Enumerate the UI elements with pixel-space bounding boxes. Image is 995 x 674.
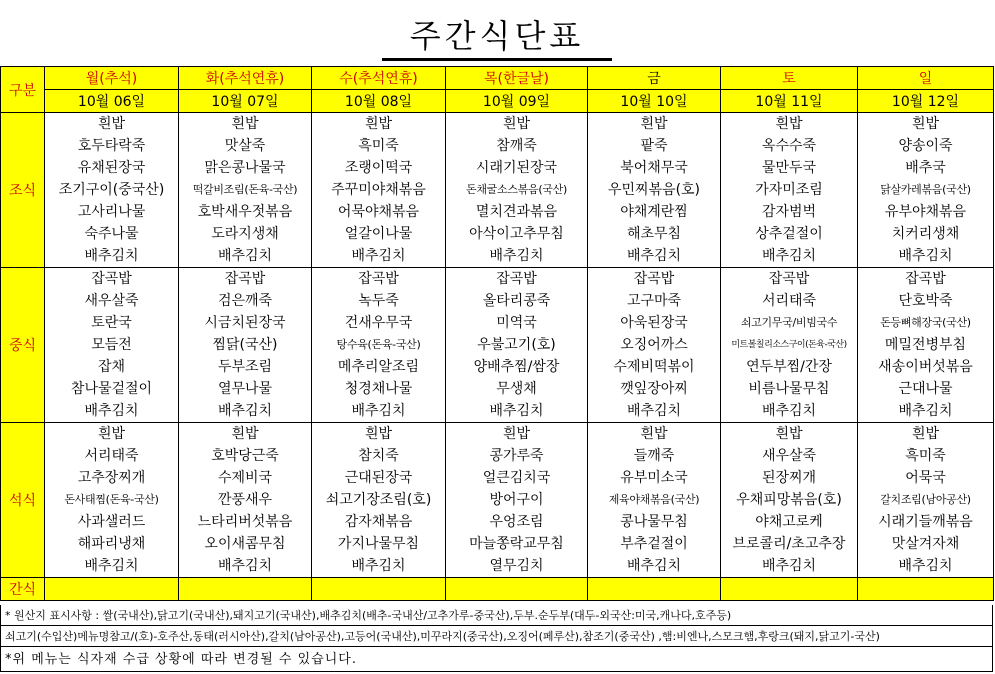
day-header-row — [1, 67, 994, 90]
day-date: 10월 09일 — [446, 90, 588, 113]
dinner-day-cell — [446, 423, 588, 578]
menu-item: 가자미조림 — [755, 182, 823, 198]
menu-item: 흑미죽 — [358, 138, 399, 154]
breakfast-day-cell — [721, 113, 858, 268]
dinner-day-cell — [45, 423, 179, 578]
breakfast-day-cell — [45, 113, 179, 268]
lunch-label: 중식 — [1, 268, 45, 423]
breakfast-day-cell — [588, 113, 721, 268]
day-date: 10월 11일 — [721, 90, 858, 113]
menu-item: 검은깨죽 — [217, 293, 273, 309]
menu-item: 쇠고기장조림(호) — [325, 492, 432, 508]
menu-item: 배추김치 — [898, 558, 953, 574]
menu-item: 맛살죽 — [224, 138, 266, 154]
title-area — [0, 0, 995, 66]
breakfast-day-cell — [179, 113, 312, 268]
menu-item: 잡곡밥 — [768, 271, 810, 287]
dinner-day-cell — [179, 423, 312, 578]
menu-item: 갈치조림(남아공산) — [880, 493, 971, 506]
origin-note-1: * 원산지 표시사항 : 쌀(국내산),닭고기(국내산),돼지고기(국내산),배추김치(배추-국내산/고추가루-중국산),두부.순두부(대두-외국산:미국,캐나다,호주등) — [0, 605, 993, 626]
menu-item: 열무김치 — [489, 558, 544, 574]
menu-item: 올타리콩죽 — [482, 293, 551, 309]
menu-item: 우채피망볶음(호) — [736, 492, 842, 508]
menu-item: 조기구이(중국산) — [58, 182, 165, 198]
menu-item: 배추김치 — [489, 248, 544, 264]
menu-item: 서리태죽 — [761, 293, 817, 309]
snack-cell — [446, 578, 588, 601]
menu-item: 잡곡밥 — [633, 271, 675, 287]
menu-item: 흰밥 — [775, 116, 803, 132]
menu-item: 시래기된장국 — [475, 160, 558, 176]
menu-item: 잡채 — [97, 359, 126, 375]
menu-item: 방어구이 — [489, 492, 544, 508]
menu-item: 들깨죽 — [633, 448, 675, 464]
lunch-day-cell — [446, 268, 588, 423]
menu-item: 쇠고기무국/비빔국수 — [740, 316, 838, 329]
day-name: 금 — [588, 67, 721, 90]
menu-item: 잡곡밥 — [905, 271, 946, 287]
menu-item: 상추겉절이 — [755, 226, 823, 242]
menu-item: 호박당근죽 — [211, 448, 279, 464]
menu-item: 고사리나물 — [77, 204, 146, 220]
menu-item: 야채고로케 — [755, 514, 823, 530]
menu-item: 콩가루죽 — [489, 448, 544, 464]
day-date: 10월 08일 — [312, 90, 446, 113]
menu-item: 얼큰김치국 — [482, 470, 551, 486]
menu-item: 치커리생채 — [891, 226, 960, 242]
menu-item: 찜닭(국산) — [212, 337, 278, 353]
snack-label: 간식 — [1, 578, 45, 601]
snack-cell — [588, 578, 721, 601]
menu-item: 흰밥 — [502, 426, 531, 442]
menu-item: 해파리냉채 — [77, 536, 146, 552]
dinner-day-cell — [588, 423, 721, 578]
menu-item: 마늘쫑락교무침 — [469, 536, 564, 552]
menu-item: 어묵국 — [905, 470, 946, 486]
dinner-day-cell — [721, 423, 858, 578]
menu-item: 무생채 — [496, 381, 537, 397]
menu-item: 맛살겨자채 — [891, 536, 960, 552]
menu-item: 된장찌개 — [761, 470, 817, 486]
menu-item: 북어채무국 — [620, 160, 688, 176]
menu-item: 근대된장국 — [344, 470, 413, 486]
menu-item: 참치죽 — [358, 448, 399, 464]
menu-item: 흰밥 — [97, 116, 126, 132]
menu-item: 고구마죽 — [626, 293, 682, 309]
day-name: 수(추석연휴) — [312, 67, 446, 90]
menu-item: 단호박죽 — [898, 293, 953, 309]
breakfast-day-cell — [446, 113, 588, 268]
menu-item: 녹두죽 — [358, 293, 399, 309]
menu-item: 감자채볶음 — [344, 514, 413, 530]
menu-item: 주꾸미야채볶음 — [331, 182, 426, 198]
menu-item: 미트볼칠리소스구이(돈육-국산) — [731, 340, 847, 350]
menu-item: 수제비떡볶이 — [613, 359, 695, 375]
lunch-day-cell — [179, 268, 312, 423]
menu-item: 흰밥 — [364, 116, 393, 132]
menu-item: 서리태죽 — [84, 448, 139, 464]
menu-item: 가지나물무침 — [337, 536, 420, 552]
menu-item: 우불고기(호) — [477, 337, 556, 353]
menu-item: 참나물겉절이 — [70, 381, 153, 397]
menu-item: 배추김치 — [217, 403, 273, 419]
page-title: 주간식단표 — [382, 16, 612, 61]
menu-item: 배추김치 — [351, 558, 406, 574]
lunch-day-cell — [45, 268, 179, 423]
menu-item: 부추겉절이 — [620, 536, 688, 552]
menu-item: 흰밥 — [911, 116, 940, 132]
menu-item: 호두타락죽 — [77, 138, 146, 154]
menu-item: 흰밥 — [640, 426, 668, 442]
menu-item: 팥죽 — [640, 138, 668, 154]
menu-item: 참깨죽 — [496, 138, 537, 154]
menu-item: 배추국 — [905, 160, 946, 176]
menu-item: 우민찌볶음(호) — [607, 182, 701, 198]
menu-item: 오징어까스 — [620, 337, 688, 353]
menu-item: 메추리알조림 — [337, 359, 420, 375]
menu-item: 메밀전병부침 — [884, 337, 967, 353]
menu-item: 미역국 — [496, 315, 537, 331]
menu-item: 물만두국 — [761, 160, 817, 176]
menu-item: 양송이죽 — [898, 138, 953, 154]
snack-cell — [45, 578, 179, 601]
lunch-day-cell — [721, 268, 858, 423]
menu-item: 배추김치 — [898, 248, 953, 264]
menu-item: 깐풍새우 — [217, 492, 273, 508]
menu-item: 청경채나물 — [344, 381, 413, 397]
dinner-day-cell — [858, 423, 994, 578]
menu-item: 배추김치 — [761, 403, 817, 419]
snack-cell — [312, 578, 446, 601]
menu-item: 새송이버섯볶음 — [878, 359, 973, 375]
menu-item: 비름나물무침 — [748, 381, 830, 397]
menu-item: 시금치된장국 — [204, 315, 286, 331]
menu-item: 호박새우젓볶음 — [197, 204, 293, 220]
menu-item: 어묵야채볶음 — [337, 204, 420, 220]
menu-item: 배추김치 — [351, 248, 406, 264]
menu-item: 감자범벅 — [761, 204, 817, 220]
snack-cell — [721, 578, 858, 601]
menu-item: 고추장찌개 — [77, 470, 146, 486]
day-name: 토 — [721, 67, 858, 90]
menu-item: 숙주나물 — [84, 226, 139, 242]
menu-item: 사과샐러드 — [77, 514, 146, 530]
change-notice: *위 메뉴는 식자재 수급 상황에 따라 변경될 수 있습니다. — [0, 647, 993, 672]
lunch-day-cell — [312, 268, 446, 423]
menu-item: 토란국 — [91, 315, 132, 331]
menu-item: 떡갈비조림(돈육-국산) — [192, 183, 298, 196]
menu-item: 연두부찜/간장 — [746, 359, 832, 375]
menu-item: 닭살카레볶음(국산) — [880, 183, 971, 196]
menu-item: 아삭이고추무침 — [469, 226, 564, 242]
menu-item: 해초무침 — [626, 226, 682, 242]
menu-item: 얼갈이나물 — [344, 226, 413, 242]
day-date: 10월 07일 — [179, 90, 312, 113]
menu-item: 배추김치 — [761, 248, 817, 264]
menu-item: 잡곡밥 — [358, 271, 399, 287]
menu-item: 흰밥 — [640, 116, 668, 132]
menu-item: 흰밥 — [502, 116, 531, 132]
menu-item: 깻잎장아찌 — [620, 381, 688, 397]
menu-item: 열무나물 — [217, 381, 273, 397]
menu-item: 옥수수죽 — [761, 138, 817, 154]
menu-item: 배추김치 — [761, 558, 817, 574]
menu-item: 흰밥 — [97, 426, 126, 442]
day-date: 10월 12일 — [858, 90, 994, 113]
menu-item: 도라지생채 — [211, 226, 279, 242]
menu-item: 흰밥 — [775, 426, 803, 442]
menu-item: 배추김치 — [626, 248, 682, 264]
day-date: 10월 06일 — [45, 90, 179, 113]
date-header-row — [1, 90, 994, 113]
menu-item: 조랭이떡국 — [344, 160, 413, 176]
menu-item: 유부야채볶음 — [884, 204, 967, 220]
menu-item: 배추김치 — [489, 403, 544, 419]
lunch-day-cell — [858, 268, 994, 423]
day-name: 목(한글날) — [446, 67, 588, 90]
menu-item: 오이새콤무침 — [204, 536, 286, 552]
origin-note-2: 쇠고기(수입산)메뉴명참고/(호)-호주산,동태(러시아산),갈치(남아공산),고등어(국내산),미꾸라지(중국산),오징어(페루산),참조기(중국산) ,햄:비엔나,스모크햄,후랑크(돼지,닭고기-국산) — [0, 626, 993, 647]
menu-item: 잡곡밥 — [224, 271, 266, 287]
menu-item: 새우살죽 — [761, 448, 817, 464]
menu-item: 흰밥 — [911, 426, 940, 442]
menu-item: 아욱된장국 — [620, 315, 688, 331]
menu-item: 양배추찜/쌈장 — [473, 359, 560, 375]
menu-item: 배추김치 — [351, 403, 406, 419]
menu-item: 시래기들깨볶음 — [878, 514, 973, 530]
menu-item: 맑은콩나물국 — [204, 160, 286, 176]
day-date: 10월 10일 — [588, 90, 721, 113]
menu-item: 콩나물무침 — [620, 514, 688, 530]
day-name: 월(추석) — [45, 67, 179, 90]
day-name: 일 — [858, 67, 994, 90]
menu-item: 배추김치 — [217, 558, 273, 574]
menu-item: 돈등뼈해장국(국산) — [880, 316, 971, 329]
breakfast-label: 조식 — [1, 113, 45, 268]
menu-item: 건새우무국 — [344, 315, 413, 331]
menu-item: 배추김치 — [898, 403, 953, 419]
menu-item: 유채된장국 — [77, 160, 146, 176]
menu-item: 잡곡밥 — [91, 271, 132, 287]
menu-item: 수제비국 — [217, 470, 273, 486]
snack-cell — [179, 578, 312, 601]
breakfast-row — [1, 113, 994, 268]
weekly-menu-table — [0, 66, 994, 601]
menu-item: 배추김치 — [626, 558, 682, 574]
menu-item: 야채계란찜 — [620, 204, 688, 220]
menu-item: 브로콜리/초고추장 — [732, 536, 846, 552]
menu-item: 느타리버섯볶음 — [197, 514, 293, 530]
day-name: 화(추석연휴) — [179, 67, 312, 90]
menu-item: 제육야채볶음(국산) — [608, 493, 700, 506]
menu-item: 멸치견과볶음 — [475, 204, 558, 220]
menu-item: 배추김치 — [626, 403, 682, 419]
menu-item: 우엉조림 — [489, 514, 544, 530]
lunch-day-cell — [588, 268, 721, 423]
dinner-row — [1, 423, 994, 578]
menu-item: 배추김치 — [84, 558, 139, 574]
notes-area — [0, 605, 993, 672]
lunch-row — [1, 268, 994, 423]
menu-item: 흰밥 — [231, 426, 259, 442]
category-label: 구분 — [1, 67, 45, 113]
menu-item: 흰밥 — [231, 116, 259, 132]
menu-item: 흰밥 — [364, 426, 393, 442]
menu-item: 두부조림 — [217, 359, 273, 375]
breakfast-day-cell — [312, 113, 446, 268]
menu-item: 탕수육(돈육-국산) — [336, 338, 421, 351]
menu-item: 배추김치 — [84, 248, 139, 264]
menu-item: 근대나물 — [898, 381, 953, 397]
menu-item: 모듬전 — [91, 337, 132, 353]
menu-item: 흑미죽 — [905, 448, 946, 464]
menu-item: 배추김치 — [84, 403, 139, 419]
menu-item: 돈채굴소스볶음(국산) — [466, 183, 567, 196]
dinner-day-cell — [312, 423, 446, 578]
menu-item: 새우살죽 — [84, 293, 139, 309]
menu-item: 잡곡밥 — [496, 271, 537, 287]
menu-item: 돈사태찜(돈육-국산) — [64, 493, 159, 506]
menu-item: 배추김치 — [217, 248, 273, 264]
dinner-label: 석식 — [1, 423, 45, 578]
snack-cell — [858, 578, 994, 601]
breakfast-day-cell — [858, 113, 994, 268]
snack-row — [1, 578, 994, 601]
menu-item: 유부미소국 — [620, 470, 688, 486]
